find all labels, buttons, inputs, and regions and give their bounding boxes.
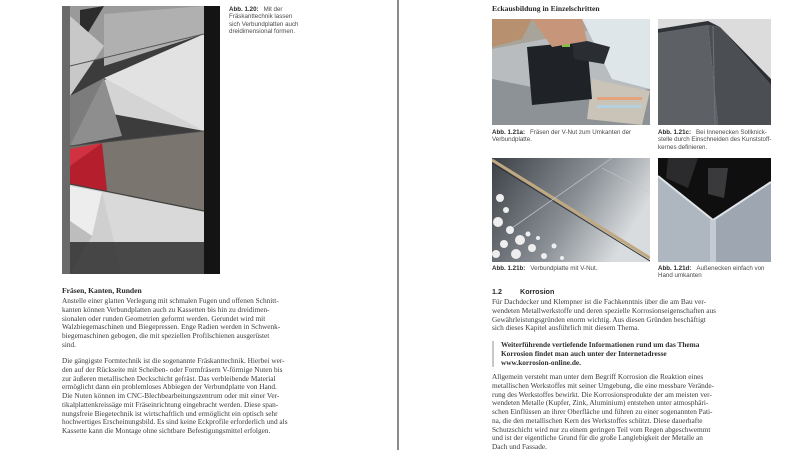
paragraph-korrosion-definition: Allgemein versteht man unter dem Begriff Korrosion die Reaktion eines metallischen Werkstoffes mit seiner Umgebung, die eine messbare Verände- rung des Werkstoffes bewirkt. Die Korrosionsprodukte der am meisten ver- wendeten Metalle (Kupfer, Zink, Aluminium) entstehen unter atmosphäri- schen Einflüssen an ihrer Oberfläche und führen zu einer sogenannten Pati- na, die den metallischen Kern des Werkstoffes schützt. Diese dauerhafte Schutzschicht wird nur zu einem geringen Teil vom Regen abgeschwemmt und ist der eigentliche Grund für die große Langlebigkeit der Metalle an Dach und Fassade.: [492, 372, 715, 450]
info-note-box: Weiterführende vertiefende Informationen rund um das Thema Korrosion findet man auch unter der Internetadresse www.korrosion-online.de.: [492, 341, 782, 367]
figure-1-21d-image: [658, 158, 771, 262]
paragraph-formtechniken: Anstelle einer glatten Verlegung mit schmalen Fugen und offenen Schnitt- kanten können Verbundplatten auch zu Kassetten bis hin zu dreidimen- sionalen oder runden Geometrien geformt werden. Gerundet wird mit Walzbiegemaschinen und Biegepressen. Enge Radien werden in Schwenk- biegemaschinen gebogen, die mit speziellen Profilschienen ausgerüstet sind.: [62, 296, 281, 349]
book-spine-divider: [397, 0, 399, 450]
paragraph-fraeskanttechnik: Die gängigste Formtechnik ist die sogenannte Fräskanttechnik. Hierbei wer- den auf der Rückseite mit Scheiben- oder Formfräsern V-förmige Nuten bis zur äußeren metallischen Deckschicht gefräst. Das verbleibende Material ermöglicht dann ein problemloses Abbiegen der Verbundplatte von Hand. Die Nuten können im CNC-Blechbearbeitungszentrum oder mit einer Ver- tikalplattenkreissäge mit Fräseinrichtung eingebracht werden. Diese span- nungsfreie Biegetechnik ist wirtschaftlich und ermöglicht ein optisch sehr hochwertiges Erscheinungsbild. Es sind keine Eckprofile erforderlich und als Kassette kann die Montage ohne sichtbare Befestigungsmittel erfolgen.: [62, 356, 288, 435]
figure-1-21c-image: [658, 19, 771, 125]
figure-1-20-image: [62, 6, 220, 274]
section-number: 1.2: [492, 287, 502, 296]
figure-1-21d-caption: Abb. 1.21d: Außenecken einfach von Hand umkanten: [658, 265, 765, 280]
section-title: Korrosion: [520, 287, 555, 296]
figure-1-21b-caption: Abb. 1.21b: Verbundplatte mit V-Nut.: [492, 265, 598, 272]
figure-1-20-caption: Abb. 1.20: Mit der Fräskanttechnik lassen sich Verbundplatten auch dreidimensional formen.: [229, 6, 299, 36]
subheading-fraesen-kanten-runden: Fräsen, Kanten, Runden: [62, 286, 142, 295]
paragraph-korrosion-intro: Für Dachdecker und Klempner ist die Fachkenntnis über die am Bau ver- wendeten Metallwerkstoffe und deren spezielle Korrosionseigenschaften aus Gewährleistungsgründen enorm wichtig. Aus diesen Gründen beschäftigt sich dieses Kapitel ausführlich mit diesem Thema.: [492, 297, 716, 333]
subheading-eckausbildung: Eckausbildung in Einzelschritten: [492, 4, 600, 13]
figure-1-21a-caption: Abb. 1.21a: Fräsen der V-Nut zum Umkanten der Verbundplatte.: [492, 129, 632, 144]
figure-1-21c-caption: Abb. 1.21c: Bei Innenecken Sollknick-stelle durch Einschneiden des Kunststoff-kernes definieren.: [658, 129, 772, 151]
figure-1-21a-image: [492, 19, 650, 125]
figure-1-21b-image: [492, 158, 650, 262]
figure-label: Abb. 1.20:: [229, 6, 259, 13]
website-reference: www.korrosion-online.de.: [501, 357, 581, 367]
section-heading-korrosion: [492, 287, 554, 296]
